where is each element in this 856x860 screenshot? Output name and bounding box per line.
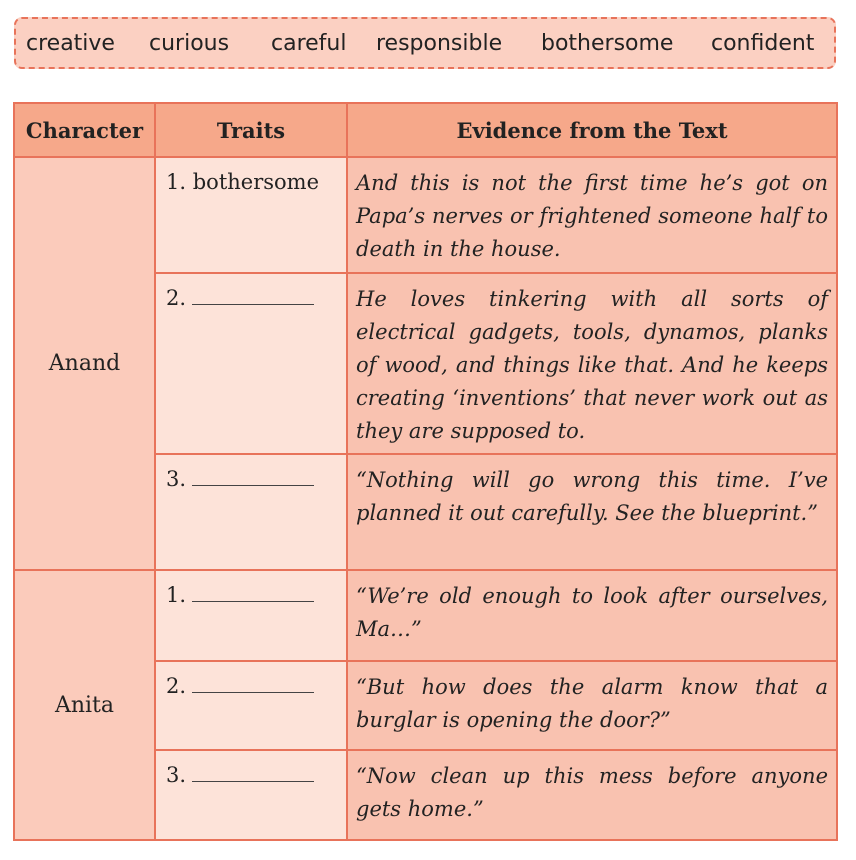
evidence-text: And this is not the first time he’s got on Papa’s nerves or frightened someone half to death in the house. bbox=[347, 157, 837, 273]
header-evidence: Evidence from the Text bbox=[347, 103, 837, 157]
evidence-text: “We’re old enough to look after ourselves, Ma…” bbox=[347, 570, 837, 661]
trait-blank[interactable] bbox=[192, 467, 314, 486]
header-character: Character bbox=[14, 103, 155, 157]
character-name: Anita bbox=[14, 570, 155, 840]
evidence-text: “Nothing will go wrong this time. I’ve planned it out carefully. See the blueprint.” bbox=[347, 454, 837, 570]
trait-cell bbox=[155, 570, 347, 661]
word-bank-item: careful bbox=[271, 31, 347, 56]
evidence-text: He loves tinkering with all sorts of electrical gadgets, tools, dynamos, planks of wood, and things like that. And he keeps creating ‘inventions’ that never work out as they are supposed to. bbox=[347, 273, 837, 454]
trait-cell bbox=[155, 157, 347, 273]
trait-number: 2. bbox=[166, 286, 187, 310]
evidence-text: “Now clean up this mess before anyone gets home.” bbox=[347, 750, 837, 840]
evidence-text: “But how does the alarm know that a burglar is opening the door?” bbox=[347, 661, 837, 750]
trait-blank[interactable] bbox=[192, 583, 314, 602]
trait-number: 1. bbox=[166, 170, 187, 194]
trait-cell bbox=[155, 273, 347, 454]
trait-cell bbox=[155, 750, 347, 840]
trait-number: 3. bbox=[166, 763, 187, 787]
word-bank-item: responsible bbox=[376, 31, 503, 56]
character-traits-table bbox=[13, 102, 838, 841]
trait-number: 1. bbox=[166, 583, 187, 607]
header-traits: Traits bbox=[155, 103, 347, 157]
table-row bbox=[14, 570, 837, 661]
word-bank-item: creative bbox=[26, 31, 115, 56]
word-bank-item: confident bbox=[711, 31, 815, 56]
word-bank-item: bothersome bbox=[541, 31, 674, 56]
trait-cell bbox=[155, 661, 347, 750]
trait-number: 2. bbox=[166, 674, 187, 698]
character-name: Anand bbox=[14, 157, 155, 570]
trait-blank[interactable] bbox=[192, 763, 314, 782]
trait-cell bbox=[155, 454, 347, 570]
table-row bbox=[14, 157, 837, 273]
trait-blank[interactable] bbox=[192, 674, 314, 693]
word-bank bbox=[14, 17, 836, 69]
table-header-row bbox=[14, 103, 837, 157]
trait-blank[interactable] bbox=[192, 286, 314, 305]
trait-number: 3. bbox=[166, 467, 187, 491]
trait-answer: bothersome bbox=[192, 170, 320, 194]
word-bank-item: curious bbox=[149, 31, 230, 56]
